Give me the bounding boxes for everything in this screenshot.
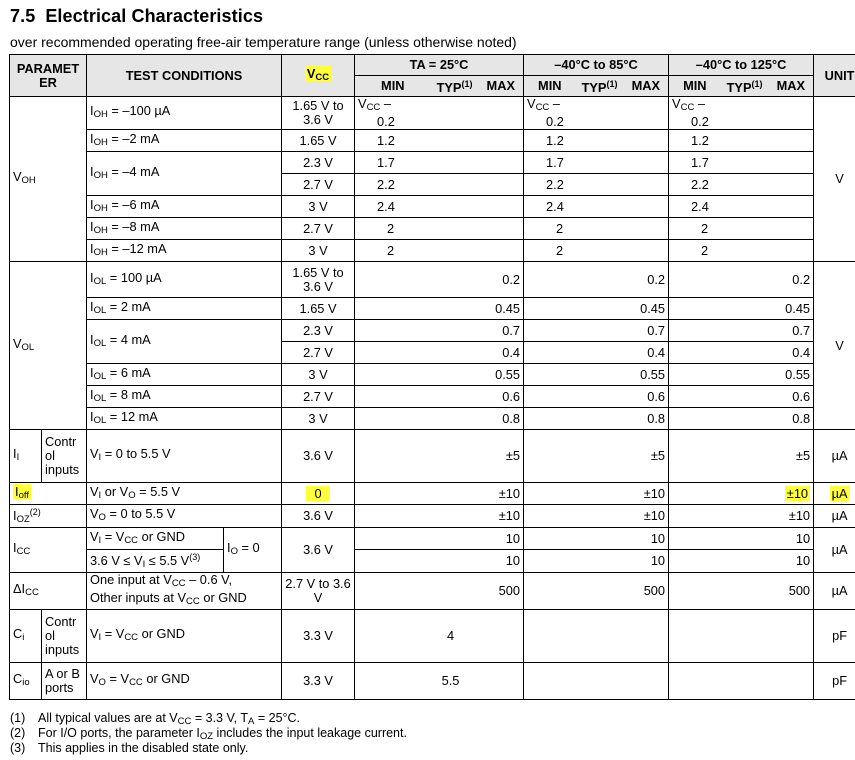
min-value: 2: [524, 218, 669, 240]
max-value: 0.4: [355, 342, 524, 364]
vcc-highlight: $V_{CC}$: [306, 65, 330, 83]
min-value: $V_{CC}$ – 0.2: [669, 97, 814, 130]
min-value: 1.2: [355, 130, 524, 152]
test-condition: $I_{OL} = 6$ mA: [87, 364, 282, 386]
param-cio-sublabel: A or B ports: [42, 663, 87, 700]
vcc-value: 2.7 V to 3.6 V: [282, 573, 355, 610]
vcc-value: 2.7 V: [282, 174, 355, 196]
test-condition: $I_{OL} = 12$ mA: [87, 408, 282, 430]
ioff-highlight: $I_{off}$: [15, 483, 29, 501]
max-value: 0.4: [669, 342, 814, 364]
vcc-value: 3 V: [282, 408, 355, 430]
test-condition: $I_{OH} = -4$ mA: [87, 152, 282, 196]
ioz-row: [10, 505, 855, 528]
min-value: 2.4: [355, 196, 524, 218]
unit-ioff: [814, 483, 855, 505]
ioff-max-highlight: ±10: [786, 485, 809, 501]
header-max: MAX: [624, 76, 669, 97]
test-condition: $I_{OH} = -12$ mA: [87, 240, 282, 262]
footnote-1: (1) All typical values are at $V_{CC} = 3.3$ V, $T_A = 25^\circ C$.: [10, 711, 301, 727]
max-value: ±5: [669, 430, 814, 483]
test-condition: $V_I = 0$ to 5.5 V: [87, 430, 282, 483]
min-value: 2.4: [524, 196, 669, 218]
test-condition: $I_{OL} = 4$ mA: [87, 320, 282, 364]
test-condition: $I_{OH} = -100$ µA: [87, 97, 282, 130]
ioff-unit-highlight: µA: [831, 485, 848, 501]
header-range-25c: TA = 25°C: [355, 55, 524, 76]
min-value: 2: [524, 240, 669, 262]
vcc-value: 2.7 V: [282, 386, 355, 408]
header-typ: TYP$^{(1)}$: [576, 76, 624, 97]
max-value: 0.8: [524, 408, 669, 430]
ci-row: [10, 610, 855, 663]
max-value: 0.55: [524, 364, 669, 386]
min-value: $V_{CC}$ – 0.2: [355, 97, 524, 130]
empty-cell: [669, 610, 814, 663]
min-value: $V_{CC}$ – 0.2: [524, 97, 669, 130]
vol-row: [10, 364, 855, 386]
section-subheading: over recommended operating free-air temperature range (unless otherwise noted): [10, 34, 517, 50]
cio-row: [10, 663, 855, 700]
empty-cell: [524, 610, 669, 663]
vol-row: [10, 386, 855, 408]
vcc-value: 3 V: [282, 240, 355, 262]
max-value: 0.55: [355, 364, 524, 386]
dicc-row: [10, 573, 855, 610]
section-heading: [10, 6, 263, 27]
max-value: 500: [669, 573, 814, 610]
max-value: 0.6: [355, 386, 524, 408]
max-value: 0.8: [669, 408, 814, 430]
param-icc: $I_{CC}$: [10, 528, 87, 573]
max-value: ±10: [524, 483, 669, 505]
header-test-conditions: TEST CONDITIONS: [87, 55, 282, 97]
max-value: 0.55: [669, 364, 814, 386]
footnote-3: (3) This applies in the disabled state only.: [10, 741, 249, 755]
param-dicc: $\Delta I_{CC}$: [10, 573, 87, 610]
max-value: ±10: [355, 505, 524, 528]
max-value: 0.7: [355, 320, 524, 342]
vcc-value: 1.65 V to 3.6 V: [282, 262, 355, 298]
max-value: 500: [355, 573, 524, 610]
min-value: 2: [355, 240, 524, 262]
header-typ: TYP$^{(1)}$: [721, 76, 769, 97]
max-value: 10: [669, 550, 814, 573]
min-value: 2: [669, 218, 814, 240]
test-condition: $I_{OL} = 8$ mA: [87, 386, 282, 408]
test-condition: $I_{OH} = -6$ mA: [87, 196, 282, 218]
header-range-85c: –40°C to 85°C: [524, 55, 669, 76]
vcc-value: 2.3 V: [282, 320, 355, 342]
voh-row: [10, 196, 855, 218]
test-condition: $V_O = 0$ to 5.5 V: [87, 505, 282, 528]
unit-icc: µA: [814, 528, 855, 573]
icc-row: [10, 528, 855, 550]
min-value: 1.7: [355, 152, 524, 174]
max-value: 0.2: [524, 262, 669, 298]
ii-row: [10, 430, 855, 483]
max-value: 0.2: [669, 262, 814, 298]
section-number: 7.5: [10, 6, 36, 26]
max-value: 0.2: [355, 262, 524, 298]
unit-ci: pF: [814, 610, 855, 663]
min-value: 2.2: [524, 174, 669, 196]
vcc-value: 3.3 V: [282, 610, 355, 663]
max-value: 0.45: [524, 298, 669, 320]
vcc-value: 2.3 V: [282, 152, 355, 174]
max-value: ±5: [524, 430, 669, 483]
test-condition: $V_I = V_{CC}$ or GND: [87, 528, 224, 550]
empty-cell: [669, 663, 814, 700]
header-min: MIN: [355, 76, 431, 97]
vcc-value: 3.3 V: [282, 663, 355, 700]
voh-row: [10, 130, 855, 152]
header-min: MIN: [669, 76, 721, 97]
max-value: 0.4: [524, 342, 669, 364]
unit-vol: V: [814, 262, 855, 430]
min-value: 1.2: [524, 130, 669, 152]
min-value: 2.4: [669, 196, 814, 218]
header-min: MIN: [524, 76, 576, 97]
test-condition: $I_{OH} = -2$ mA: [87, 130, 282, 152]
vcc-value: 3 V: [282, 196, 355, 218]
vcc-value: 1.65 V: [282, 298, 355, 320]
test-condition: $I_{OL} = 100$ µA: [87, 262, 282, 298]
max-value: 0.7: [669, 320, 814, 342]
test-condition: $I_{OL} = 2$ mA: [87, 298, 282, 320]
max-value: 0.8: [355, 408, 524, 430]
test-condition: $V_I$ or $V_O = 5.5$ V: [87, 483, 282, 505]
voh-row: [10, 97, 855, 130]
param-ioff: [10, 483, 87, 505]
header-parameter: PARAMET ER: [10, 55, 87, 97]
header-unit: UNIT: [814, 55, 855, 97]
vcc-value: 3.6 V: [282, 430, 355, 483]
icc-row: [10, 550, 855, 573]
param-voh: $V_{OH}$: [10, 97, 87, 262]
unit-ioz: µA: [814, 505, 855, 528]
header-typ: TYP$^{(1)}$: [431, 76, 479, 97]
header-row-1: [10, 55, 855, 76]
vcc-value: 3 V: [282, 364, 355, 386]
min-value: 2.2: [669, 174, 814, 196]
max-value: 10: [524, 528, 669, 550]
param-ioz: $I_{OZ}^{(2)}$: [10, 505, 87, 528]
vcc-value: [282, 483, 355, 505]
voh-row: [10, 152, 855, 174]
test-condition: One input at $V_{CC} - 0.6$ V, Other inputs at $V_{CC}$ or GND: [87, 573, 282, 610]
typ-value: 5.5: [355, 663, 524, 700]
max-value: 10: [669, 528, 814, 550]
max-value: 0.45: [355, 298, 524, 320]
param-ci: $C_i$: [10, 610, 42, 663]
header-vcc: [282, 55, 355, 97]
max-value: ±5: [355, 430, 524, 483]
vol-row: [10, 320, 855, 342]
param-ii: $I_I$: [10, 430, 42, 483]
unit-dicc: µA: [814, 573, 855, 610]
max-value: 0.7: [524, 320, 669, 342]
max-value: ±10: [669, 505, 814, 528]
param-vol: $V_{OL}$: [10, 262, 87, 430]
param-ii-sublabel: Contr ol inputs: [42, 430, 87, 483]
header-max: MAX: [479, 76, 524, 97]
vcc-value: 3.6 V: [282, 528, 355, 573]
param-ci-sublabel: Contr ol inputs: [42, 610, 87, 663]
max-value: 10: [355, 550, 524, 573]
header-max: MAX: [769, 76, 814, 97]
vcc-value: 1.65 V: [282, 130, 355, 152]
header-range-125c: –40°C to 125°C: [669, 55, 814, 76]
empty-cell: [524, 663, 669, 700]
min-value: 1.7: [524, 152, 669, 174]
max-value: 500: [524, 573, 669, 610]
max-value: [669, 483, 814, 505]
max-value: ±10: [355, 483, 524, 505]
max-value: 10: [524, 550, 669, 573]
test-condition: $I_{OH} = -8$ mA: [87, 218, 282, 240]
max-value: 0.6: [524, 386, 669, 408]
test-condition: 3.6 $V \le V_I \le 5.5$ $V^{(3)}$: [87, 550, 224, 573]
voh-row: [10, 240, 855, 262]
vol-row: [10, 408, 855, 430]
unit-ii: µA: [814, 430, 855, 483]
unit-cio: pF: [814, 663, 855, 700]
param-cio: $C_{io}$: [10, 663, 42, 700]
typ-value: 4: [355, 610, 524, 663]
min-value: 2: [355, 218, 524, 240]
min-value: 1.7: [669, 152, 814, 174]
test-condition-io: $I_O = 0$: [224, 528, 282, 573]
vol-row: [10, 298, 855, 320]
min-value: 2.2: [355, 174, 524, 196]
voh-row: [10, 218, 855, 240]
vcc-value: 1.65 V to 3.6 V: [282, 97, 355, 130]
test-condition: $V_I = V_{CC}$ or GND: [87, 610, 282, 663]
test-condition: $V_O = V_{CC}$ or GND: [87, 663, 282, 700]
vcc-value: 2.7 V: [282, 218, 355, 240]
vcc-value: 3.6 V: [282, 505, 355, 528]
max-value: ±10: [524, 505, 669, 528]
ioff-row: [10, 483, 855, 505]
vcc-value: 2.7 V: [282, 342, 355, 364]
min-value: 2: [669, 240, 814, 262]
max-value: 0.45: [669, 298, 814, 320]
ioff-vcc-highlight: 0: [306, 486, 329, 501]
min-value: 1.2: [669, 130, 814, 152]
electrical-characteristics-table: [9, 54, 855, 700]
vol-row: [10, 262, 855, 298]
max-value: 10: [355, 528, 524, 550]
section-title: Electrical Characteristics: [45, 6, 264, 26]
max-value: 0.6: [669, 386, 814, 408]
unit-voh: V: [814, 97, 855, 262]
footnote-2: (2) For I/O ports, the parameter $I_{OZ}$ includes the input leakage current.: [10, 726, 407, 742]
